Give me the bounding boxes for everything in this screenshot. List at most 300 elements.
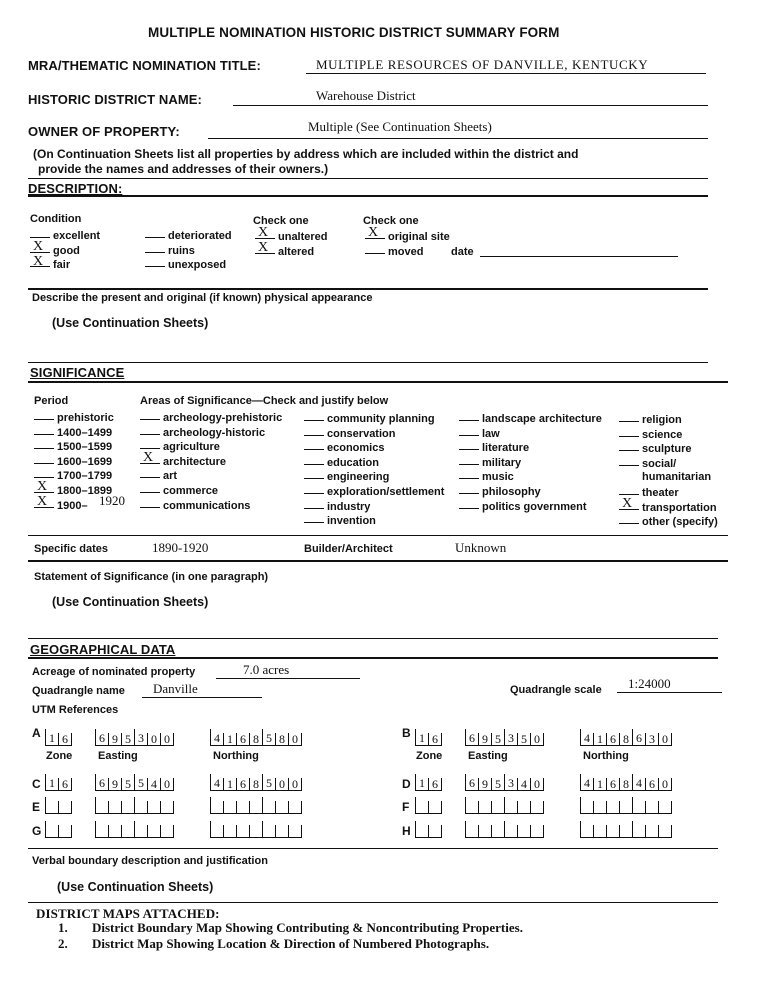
appearance-value[interactable]: (Use Continuation Sheets)	[52, 316, 209, 330]
site-checkbox[interactable]	[365, 244, 385, 254]
area-label: agriculture	[163, 441, 220, 454]
area-label: commerce	[163, 484, 219, 497]
area-item	[140, 483, 282, 498]
area-label: religion	[642, 414, 682, 426]
condition-label: ruins	[168, 244, 195, 257]
utm-digit	[108, 825, 121, 838]
utm-digit	[504, 821, 517, 838]
maps-heading: DISTRICT MAPS ATTACHED:	[36, 906, 220, 921]
utm-northing-field[interactable]	[210, 730, 302, 746]
utm-letter: G	[32, 824, 42, 838]
condition-col-1	[30, 228, 100, 272]
area-item	[619, 514, 718, 529]
utm-digit: 9	[108, 733, 121, 746]
area-item	[459, 455, 602, 470]
condition-checkbox[interactable]	[30, 253, 50, 269]
alteration-checkbox[interactable]	[255, 240, 275, 255]
utm-easting-field[interactable]	[465, 822, 544, 838]
utm-digit: 5	[121, 733, 134, 746]
area-checkbox[interactable]	[304, 455, 324, 465]
utm-digit	[45, 797, 58, 814]
utm-digit	[121, 825, 134, 838]
utm-digit	[262, 821, 275, 838]
northing-caption: Northing	[583, 750, 629, 762]
utm-digit: 6	[606, 733, 619, 746]
area-checkbox[interactable]	[140, 483, 160, 493]
specific-dates-value[interactable]: 1890-1920	[152, 540, 209, 555]
condition-checkbox[interactable]	[145, 243, 165, 253]
owner-value[interactable]: Multiple (See Continuation Sheets)	[308, 119, 492, 134]
period-checkbox[interactable]	[34, 454, 54, 464]
utm-zone-field[interactable]	[45, 775, 72, 791]
area-checkbox[interactable]	[459, 469, 479, 479]
owner-label: OWNER OF PROPERTY:	[28, 124, 180, 139]
area-label: politics government	[482, 500, 587, 513]
utm-digit	[147, 801, 160, 814]
check-mark: X	[37, 493, 48, 509]
area-checkbox[interactable]	[619, 495, 639, 511]
utm-digit	[223, 801, 236, 814]
area-item	[459, 469, 602, 484]
area-label: architecture	[163, 455, 226, 468]
zone-caption: Zone	[416, 750, 443, 762]
area-label: conservation	[327, 427, 396, 440]
utm-easting-field[interactable]	[465, 798, 544, 814]
utm-digit: 0	[658, 733, 672, 746]
northing-caption: Northing	[213, 750, 259, 762]
area-item	[140, 498, 282, 513]
utm-digit: 8	[275, 733, 288, 746]
utm-digit	[645, 801, 658, 814]
utm-digit	[517, 825, 530, 838]
significance-heading: SIGNIFICANCE	[30, 365, 125, 380]
area-checkbox[interactable]	[304, 484, 324, 494]
utm-digit: 1	[415, 774, 428, 791]
utm-digit	[478, 825, 491, 838]
utm-digit: 4	[632, 774, 645, 791]
geo-heading: GEOGRAPHICAL DATA	[30, 642, 176, 657]
condition-label: fair	[53, 259, 71, 272]
condition-checkbox[interactable]	[145, 257, 165, 267]
area-checkbox[interactable]	[140, 425, 160, 435]
utm-digit	[580, 797, 593, 814]
area-checkbox[interactable]	[619, 441, 639, 451]
utm-digit: 5	[134, 774, 147, 791]
utm-digit	[478, 801, 491, 814]
utm-letter: D	[402, 777, 411, 791]
date-label: date	[451, 246, 474, 258]
utm-northing-field[interactable]	[210, 798, 302, 814]
acreage-label: Acreage of nominated property	[32, 666, 196, 678]
utm-digit	[58, 825, 72, 838]
appearance-label: Describe the present and original (if known) physical appearance	[32, 292, 373, 304]
period-1900-value[interactable]: 1920	[99, 493, 125, 508]
condition-label: good	[53, 244, 80, 257]
check-mark: X	[258, 225, 269, 241]
utm-digit: 1	[45, 729, 58, 746]
area-item	[140, 439, 282, 454]
area-checkbox[interactable]	[619, 485, 639, 495]
utm-zone-field[interactable]	[45, 822, 72, 838]
utm-letter: A	[32, 726, 41, 740]
utm-digit	[288, 825, 302, 838]
utm-digit: 5	[491, 778, 504, 791]
area-checkbox[interactable]	[459, 426, 479, 436]
utm-digit: 0	[160, 778, 174, 791]
area-label: archeology-prehistoric	[163, 412, 283, 424]
area-label: science	[642, 428, 683, 441]
utm-zone-field[interactable]	[415, 822, 442, 838]
utm-digit	[275, 801, 288, 814]
quad-scale-value[interactable]: 1:24000	[628, 676, 671, 691]
area-item	[140, 468, 282, 483]
utm-digit: 0	[288, 733, 302, 746]
period-label: 1800–1899	[57, 484, 113, 497]
utm-digit	[517, 801, 530, 814]
condition-label: unexposed	[168, 259, 227, 272]
utm-digit: 4	[580, 729, 593, 746]
period-checkbox[interactable]	[34, 468, 54, 478]
utm-digit	[658, 801, 672, 814]
map-item-1-num: 1.	[58, 920, 68, 935]
condition-checkbox[interactable]	[30, 228, 50, 238]
utm-digit: 9	[478, 733, 491, 746]
check-mark: X	[368, 225, 379, 241]
utm-digit: 9	[478, 778, 491, 791]
utm-digit	[645, 825, 658, 838]
utm-digit	[288, 801, 302, 814]
easting-caption: Easting	[98, 750, 138, 762]
utm-digit	[428, 801, 442, 814]
utm-digit: 1	[593, 733, 606, 746]
check-one-group-1	[255, 225, 328, 258]
check-mark: X	[33, 239, 44, 254]
utm-digit: 4	[147, 778, 160, 791]
utm-digit	[95, 821, 108, 838]
utm-digit: 1	[415, 729, 428, 746]
area-item	[619, 485, 718, 500]
area-item	[140, 410, 282, 425]
areas-col-3	[459, 411, 602, 513]
period-checkbox[interactable]	[34, 410, 54, 420]
utm-digit: 6	[95, 729, 108, 746]
areas-label: Areas of Significance—Check and justify below	[140, 395, 389, 407]
utm-easting-field[interactable]	[95, 798, 174, 814]
utm-digit: 3	[504, 729, 517, 746]
utm-digit: 6	[58, 733, 72, 746]
district-name-label: HISTORIC DISTRICT NAME:	[28, 92, 202, 107]
utm-digit: 0	[275, 778, 288, 791]
site-label: original site	[388, 231, 450, 243]
areas-col-4	[619, 412, 718, 529]
utm-zone-field[interactable]	[415, 798, 442, 814]
utm-zone-field[interactable]	[415, 730, 442, 746]
utm-digit	[160, 801, 174, 814]
period-item	[34, 439, 114, 454]
map-item-2-num: 2.	[58, 936, 68, 951]
area-checkbox[interactable]	[140, 468, 160, 478]
utm-digit: 5	[491, 733, 504, 746]
area-checkbox[interactable]	[459, 440, 479, 450]
period-checkbox[interactable]	[34, 425, 54, 435]
site-item	[365, 244, 450, 259]
period-label: Period	[34, 395, 69, 407]
area-label: economics	[327, 442, 385, 455]
area-checkbox[interactable]	[459, 484, 479, 494]
utm-easting-field[interactable]	[95, 730, 174, 746]
utm-northing-field[interactable]	[580, 822, 672, 838]
utm-digit	[491, 825, 504, 838]
area-label: law	[482, 427, 500, 440]
utm-zone-field[interactable]	[415, 775, 442, 791]
utm-digit	[632, 821, 645, 838]
utm-digit	[619, 825, 632, 838]
area-item	[304, 499, 444, 514]
period-label: 1700–1799	[57, 470, 113, 483]
owner-note-line-2: provide the names and addresses of their owners.)	[38, 162, 329, 176]
area-item	[619, 427, 718, 442]
alteration-label: altered	[278, 245, 315, 258]
form-title: MULTIPLE NOMINATION HISTORIC DISTRICT SUMMARY FORM	[148, 25, 560, 40]
utm-digit: 8	[249, 733, 262, 746]
utm-digit: 5	[262, 729, 275, 746]
utm-digit	[465, 821, 478, 838]
alteration-label: unaltered	[278, 231, 328, 243]
area-item	[619, 412, 718, 427]
mra-title-label: MRA/THEMATIC NOMINATION TITLE:	[28, 58, 261, 73]
utm-digit: 6	[236, 733, 249, 746]
check-mark: X	[622, 495, 633, 511]
area-label: exploration/settlement	[327, 485, 445, 498]
condition-checkbox[interactable]	[30, 239, 50, 254]
utm-digit: 6	[645, 778, 658, 791]
area-label: landscape architecture	[482, 413, 602, 425]
utm-digit	[465, 797, 478, 814]
utm-digit	[606, 801, 619, 814]
check-mark: X	[37, 479, 48, 495]
utm-digit: 0	[530, 778, 544, 791]
quad-scale-label: Quadrangle scale	[510, 684, 602, 696]
utm-digit: 8	[619, 778, 632, 791]
utm-digit	[223, 825, 236, 838]
area-checkbox[interactable]	[140, 439, 160, 449]
condition-item	[145, 228, 232, 243]
period-label: 1900–	[57, 499, 88, 512]
utm-digit: 6	[606, 778, 619, 791]
area-checkbox[interactable]	[459, 455, 479, 465]
utm-digit	[108, 801, 121, 814]
area-checkbox[interactable]	[619, 456, 639, 466]
utm-digit	[530, 801, 544, 814]
utm-digit: 3	[504, 774, 517, 791]
utm-digit	[134, 821, 147, 838]
check-one-label-2: Check one	[363, 215, 419, 227]
utm-northing-field[interactable]	[580, 775, 672, 791]
period-checkbox[interactable]	[34, 479, 54, 495]
district-name-value[interactable]: Warehouse District	[316, 88, 416, 103]
area-label: other (specify)	[642, 516, 718, 529]
area-label: social/	[642, 457, 677, 470]
condition-checkbox[interactable]	[145, 228, 165, 238]
utm-letter: F	[402, 800, 410, 814]
utm-digit	[415, 821, 428, 838]
area-item	[140, 425, 282, 440]
period-checkbox[interactable]	[34, 439, 54, 449]
areas-col-1	[140, 410, 282, 512]
site-checkbox[interactable]	[365, 225, 385, 241]
check-mark: X	[143, 450, 154, 466]
utm-digit	[160, 825, 174, 838]
condition-item	[145, 257, 232, 272]
area-label: humanitarian	[642, 471, 712, 484]
utm-digit	[593, 801, 606, 814]
area-label: philosophy	[482, 485, 541, 498]
utm-zone-field[interactable]	[45, 798, 72, 814]
area-checkbox[interactable]	[304, 411, 324, 421]
condition-label: excellent	[53, 230, 101, 242]
utm-digit	[580, 821, 593, 838]
area-checkbox[interactable]	[140, 498, 160, 508]
utm-digit: 0	[658, 778, 672, 791]
area-checkbox[interactable]	[459, 411, 479, 421]
area-label: community planning	[327, 413, 435, 425]
quad-name-value[interactable]: Danville	[153, 681, 198, 696]
utm-zone-field[interactable]	[45, 730, 72, 746]
utm-digit	[658, 825, 672, 838]
area-checkbox[interactable]	[304, 440, 324, 450]
area-item	[304, 440, 444, 455]
area-checkbox[interactable]	[304, 469, 324, 479]
statement-value[interactable]: (Use Continuation Sheets)	[52, 595, 209, 609]
period-checkbox[interactable]	[34, 493, 54, 509]
area-label: engineering	[327, 471, 390, 484]
builder-label: Builder/Architect	[304, 543, 393, 555]
alteration-checkbox[interactable]	[255, 225, 275, 241]
area-label: communications	[163, 499, 251, 512]
builder-value[interactable]: Unknown	[455, 540, 507, 555]
utm-digit	[45, 821, 58, 838]
area-item	[459, 484, 602, 499]
utm-northing-field[interactable]	[580, 730, 672, 746]
utm-digit: 1	[223, 778, 236, 791]
area-label: theater	[642, 486, 679, 499]
area-checkbox[interactable]	[459, 499, 479, 509]
area-label: archeology-historic	[163, 426, 266, 439]
utm-northing-field[interactable]	[210, 822, 302, 838]
utm-digit	[121, 801, 134, 814]
utm-digit: 5	[262, 774, 275, 791]
zone-caption: Zone	[46, 750, 73, 762]
utm-digit: 0	[160, 733, 174, 746]
utm-digit: 8	[249, 778, 262, 791]
utm-letter: B	[402, 726, 411, 740]
area-item	[304, 484, 444, 499]
verbal-boundary-label: Verbal boundary description and justification	[32, 855, 268, 867]
period-label: 1400–1499	[57, 426, 113, 439]
owner-note-line-1: (On Continuation Sheets list all properties by address which are included within the district and	[33, 147, 579, 161]
utm-digit: 3	[134, 729, 147, 746]
site-label: moved	[388, 245, 424, 258]
utm-digit	[134, 797, 147, 814]
utm-digit: 6	[428, 733, 442, 746]
acreage-value[interactable]: 7.0 acres	[243, 662, 290, 677]
area-checkbox[interactable]	[619, 514, 639, 524]
area-checkbox[interactable]	[619, 427, 639, 437]
utm-digit: 4	[210, 729, 223, 746]
period-label: 1500–1599	[57, 441, 113, 454]
verbal-boundary-value[interactable]: (Use Continuation Sheets)	[57, 880, 214, 894]
utm-digit	[415, 797, 428, 814]
site-item	[365, 225, 450, 244]
area-item	[304, 513, 444, 528]
utm-letter: H	[402, 824, 411, 838]
utm-digit: 4	[517, 778, 530, 791]
utm-digit: 8	[619, 733, 632, 746]
mra-title-value[interactable]: MULTIPLE RESOURCES OF DANVILLE, KENTUCKY	[316, 57, 649, 72]
area-checkbox[interactable]	[619, 412, 639, 422]
utm-northing-field[interactable]	[210, 775, 302, 791]
check-mark: X	[33, 253, 44, 269]
area-checkbox[interactable]	[304, 426, 324, 436]
utm-digit: 6	[632, 729, 645, 746]
map-item-1-text: District Boundary Map Showing Contributing & Noncontributing Properties.	[92, 920, 523, 935]
utm-digit: 6	[465, 729, 478, 746]
utm-digit	[593, 825, 606, 838]
area-label: art	[163, 470, 178, 483]
utm-digit	[530, 825, 544, 838]
area-label: transportation	[642, 501, 717, 514]
condition-label: Condition	[30, 213, 82, 225]
condition-col-2	[145, 228, 232, 272]
area-item	[459, 411, 602, 426]
utm-digit	[95, 797, 108, 814]
utm-northing-field[interactable]	[580, 798, 672, 814]
area-checkbox[interactable]	[304, 499, 324, 509]
period-item	[34, 425, 114, 440]
utm-easting-field[interactable]	[465, 775, 544, 791]
area-checkbox[interactable]	[140, 450, 160, 466]
utm-easting-field[interactable]	[95, 822, 174, 838]
easting-caption: Easting	[468, 750, 508, 762]
utm-letter: E	[32, 800, 41, 814]
utm-digit: 5	[121, 778, 134, 791]
utm-digit: 0	[288, 778, 302, 791]
map-item-2-text: District Map Showing Location & Direction of Numbered Photographs.	[92, 936, 490, 951]
areas-col-2	[304, 411, 444, 528]
utm-digit	[210, 797, 223, 814]
period-label: prehistoric	[57, 412, 114, 424]
utm-digit	[236, 801, 249, 814]
area-item	[459, 440, 602, 455]
period-item	[34, 410, 114, 425]
utm-digit: 6	[428, 778, 442, 791]
utm-digit	[236, 825, 249, 838]
area-checkbox[interactable]	[304, 513, 324, 523]
alteration-item	[255, 240, 328, 259]
utm-digit: 4	[210, 774, 223, 791]
area-item	[619, 495, 718, 515]
area-label: literature	[482, 442, 530, 455]
area-item	[304, 426, 444, 441]
area-label: military	[482, 456, 522, 469]
area-checkbox[interactable]	[140, 410, 160, 420]
utm-digit	[428, 825, 442, 838]
utm-easting-field[interactable]	[465, 730, 544, 746]
area-item	[619, 470, 718, 485]
area-item	[304, 469, 444, 484]
utm-easting-field[interactable]	[95, 775, 174, 791]
utm-digit: 9	[108, 778, 121, 791]
